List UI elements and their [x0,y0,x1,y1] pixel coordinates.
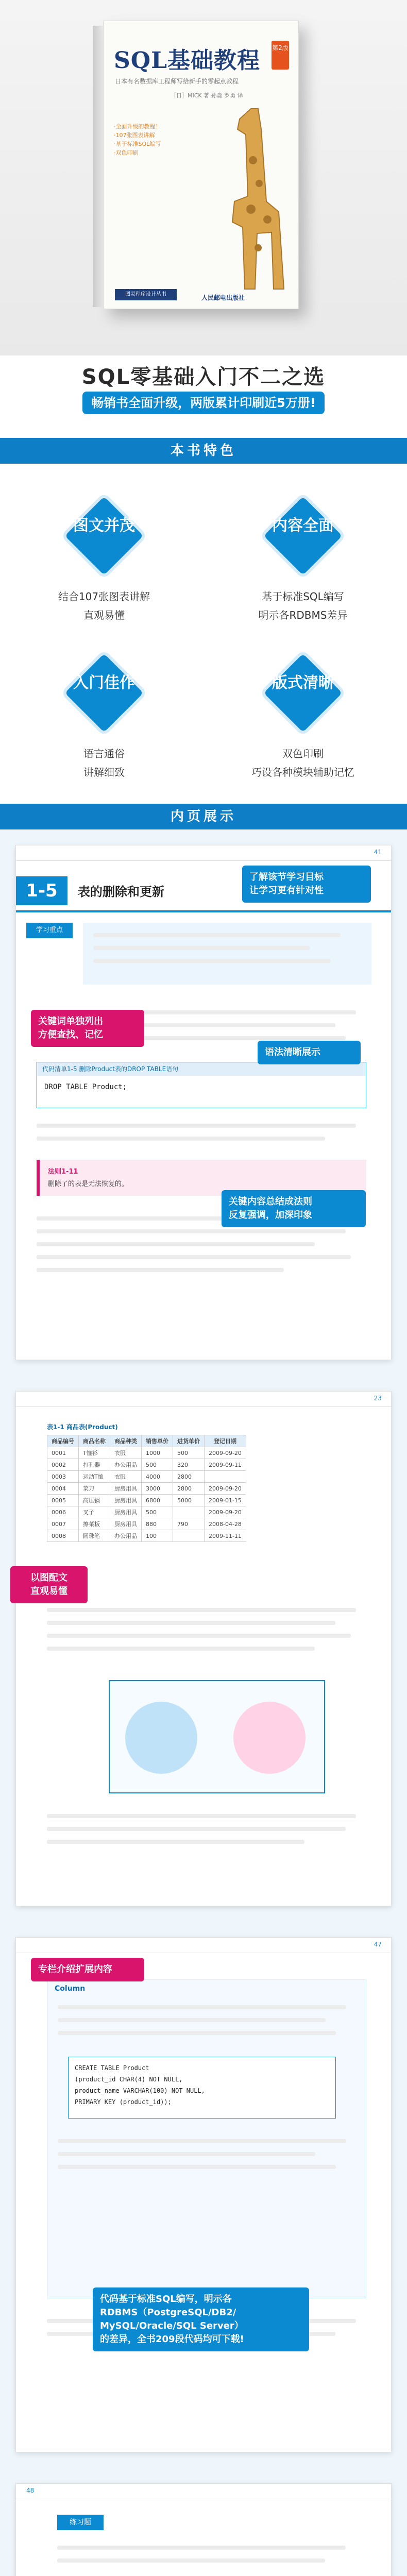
cover-bullet: ·107张图表讲解 [114,132,155,139]
callout-goal: 了解该节学习目标 让学习更有针对性 [242,866,371,903]
book-subtitle: 日本有名数据库工程师写给新手的零起点教程 [115,78,239,85]
feature-desc-line: 巧设各种模块辅助记忆 [251,766,354,778]
table-cell [205,1471,246,1483]
feature-badge-label: 入门佳作 [73,674,135,692]
page-header [16,1938,392,1953]
table-cell: 4000 [142,1471,173,1483]
product-table [47,1435,246,1542]
table-header-cell: 商品种类 [110,1435,142,1447]
table-cell: 790 [173,1518,205,1530]
table-cell: 叉子 [79,1506,110,1518]
feature-desc [27,744,181,782]
callout-rule: 关键内容总结成法则 反复强调，加深印象 [222,1190,366,1227]
diagram-circle [125,1702,197,1774]
table-row [47,1471,246,1483]
table-cell: 衣服 [110,1471,142,1483]
chapter-title: 表的删除和更新 [78,885,164,899]
table-row [47,1506,246,1518]
book-title: SQL基础教程 [114,47,261,74]
page-number: 48 [26,2487,35,2494]
section-features-header [0,438,407,464]
exercise-label: 练习题 [57,2515,104,2530]
headline: SQL零基础入门不二之选 [81,365,326,389]
book-cover [103,21,299,309]
table-cell: 5000 [173,1495,205,1506]
diagram-circle [233,1702,306,1774]
text-line [37,1229,346,1233]
text-line [58,2005,346,2009]
table-cell [173,1506,205,1518]
table-cell: 厨房用具 [110,1495,142,1506]
rule-title: 法则1-11 [48,1168,78,1176]
table-cell: 1000 [142,1447,173,1459]
text-line [47,1647,315,1651]
table-cell: 2009-09-20 [205,1506,246,1518]
cover-bullet: ·基于标准SQL编写 [114,141,161,147]
table-row [47,1530,246,1542]
text-line [47,1814,356,1818]
page-header [16,845,392,861]
section-title: 本书特色 [170,443,236,459]
page-header [16,1392,392,1407]
rule-text: 删除了的表是无法恢复的。 [48,1180,129,1188]
table-row [47,1495,246,1506]
table-cell: 2009-09-20 [205,1447,246,1459]
table-header-row [47,1435,246,1447]
sample-page-4 [15,2483,392,2576]
feature-desc-line: 明示各RDBMS差异 [258,609,348,621]
sample-page-1 [15,845,392,1360]
table-row [47,1459,246,1471]
chapter-rule [16,910,392,912]
column-box [47,1979,366,2298]
cover-bullet: ·双色印刷 [114,149,139,156]
feature-desc-line: 结合107张图表讲解 [58,590,150,603]
table-header-cell: 销售单价 [142,1435,173,1447]
table-cell: 厨房用具 [110,1506,142,1518]
text-line [58,2018,326,2022]
table-cell: 办公用品 [110,1459,142,1471]
text-line [93,946,310,950]
table-cell: 办公用品 [110,1530,142,1542]
cover-bullets [114,122,201,157]
table-cell: 圆珠笔 [79,1530,110,1542]
sample-page-2 [15,1391,392,1906]
table-cell: 0006 [47,1506,79,1518]
callout-column: 专栏介绍扩展内容 [31,1958,144,1981]
page-number: 41 [374,849,382,856]
page-header [16,2484,392,2499]
text-line [37,1268,284,1272]
text-line [37,1124,356,1128]
code-block [75,2062,205,2108]
feature-desc-line: 基于标准SQL编写 [262,590,344,603]
page-number: 23 [374,1395,382,1402]
column-heading: Column [55,1985,86,1993]
book-spine [93,26,104,307]
feature-desc [226,587,380,624]
table-cell: 880 [142,1518,173,1530]
table-cell: 打孔器 [79,1459,110,1471]
section-pages-header [0,804,407,829]
text-line [37,1242,315,1246]
table-cell: 厨房用具 [110,1483,142,1495]
callout-image: 以图配文 直观易懂 [10,1566,88,1603]
feature-badge-label: 内容全面 [272,517,334,535]
subline-banner [82,392,325,414]
table-cell: 0007 [47,1518,79,1530]
code-box-title: 代码清单1-5 删除Product表的DROP TABLE语句 [37,1062,366,1076]
callout-syntax: 语法清晰展示 [258,1041,361,1064]
table-cell: 500 [173,1447,205,1459]
table-cell: 2009-09-11 [205,1459,246,1471]
feature-badge [267,657,339,729]
table-row [47,1483,246,1495]
table-cell: T恤衫 [79,1447,110,1459]
study-box [83,923,371,985]
giraffe-illustration [201,98,294,294]
table-cell: 菜刀 [79,1483,110,1495]
table-cell [173,1530,205,1542]
code-line: PRIMARY KEY (product_id)); [75,2098,172,2106]
code-line: CREATE TABLE Product [75,2064,149,2072]
sample-page-3 [15,1937,392,2452]
feature-badge [68,657,140,729]
feature-desc-line: 讲解细致 [83,766,125,778]
feature-desc-line: 语言通俗 [83,748,125,760]
series-logo: 图灵程序设计丛书 [115,289,177,300]
table-row [47,1518,246,1530]
table-cell: 320 [173,1459,205,1471]
table-cell: 100 [142,1530,173,1542]
text-line [93,933,341,937]
publisher-name: 人民邮电出版社 [201,294,245,301]
text-line [93,959,330,963]
table-cell: 2009-01-15 [205,1495,246,1506]
table-cell: 2800 [173,1483,205,1495]
table-cell: 0001 [47,1447,79,1459]
book-author: ［日］MICK 著 孙淼 罗勇 译 [171,92,243,99]
table-cell: 6800 [142,1495,173,1506]
feature-desc-line: 双色印刷 [282,748,324,760]
code-line: (product_id CHAR(4) NOT NULL, [75,2076,183,2083]
text-line [58,2152,315,2156]
page-number: 47 [374,1941,382,1948]
table-header-cell: 商品名称 [79,1435,110,1447]
edition-badge: 第2版 [272,41,289,70]
table-header-cell: 进货单价 [173,1435,205,1447]
table-cell: 500 [142,1506,173,1518]
table-cell: 高压锅 [79,1495,110,1506]
code-line: product_name VARCHAR(100) NOT NULL, [75,2087,205,2094]
table-cell: 2008-04-28 [205,1518,246,1530]
table-cell: 运动T恤 [79,1471,110,1483]
text-line [37,1137,325,1141]
text-line [58,2031,336,2035]
text-line [57,2546,346,2550]
callout-keyword: 关键词单独列出 方便查找、记忆 [31,1010,144,1047]
table-header-cell: 商品编号 [47,1435,79,1447]
code-box [68,2057,336,2119]
subline-text: 畅销书全面升级，两版累计印刷近5万册! [91,396,316,410]
text-line [37,1255,351,1259]
text-line [47,1840,304,1844]
text-line [47,1827,346,1831]
table-row [47,1447,246,1459]
text-line [47,1621,335,1625]
chapter-number: 1-5 [16,876,67,905]
feature-badge-label: 图文并茂 [73,517,135,535]
feature-desc [226,744,380,782]
study-label: 学习重点 [26,923,73,938]
table-cell: 2009-09-20 [205,1483,246,1495]
table-cell: 0005 [47,1495,79,1506]
table-cell: 0002 [47,1459,79,1471]
table-cell: 擦菜板 [79,1518,110,1530]
code-box [37,1062,366,1108]
table-cell: 2800 [173,1471,205,1483]
table-cell: 衣服 [110,1447,142,1459]
feature-badge-label: 版式清晰 [272,674,334,692]
table-title: 表1-1 商品表(Product) [47,1423,118,1431]
table-cell: 2009-11-11 [205,1530,246,1542]
code-text: DROP TABLE Product; [44,1083,127,1091]
cover-banner [0,0,407,355]
table-cell: 3000 [142,1483,173,1495]
figure-diagram [109,1680,325,1793]
feature-badge [68,500,140,572]
text-line [47,1608,356,1612]
text-line [47,1634,351,1638]
section-title: 内页展示 [170,809,236,824]
table-header-cell: 登记日期 [205,1435,246,1447]
callout-code: 代码基于标准SQL编写，明示各 RDBMS（PostgreSQL/DB2/ MySQL/Oracle/SQL Server） 的差异，全书209段代码均可下载! [93,2287,309,2351]
text-line [57,2558,325,2563]
feature-desc [27,587,181,624]
feature-desc-line: 直观易懂 [83,609,125,621]
table-cell: 0003 [47,1471,79,1483]
text-line [58,2139,346,2143]
table-cell: 500 [142,1459,173,1471]
table-cell: 厨房用具 [110,1518,142,1530]
table-cell: 0008 [47,1530,79,1542]
cover-bullet: ·全面升级的教程！ [114,123,161,130]
feature-badge [267,500,339,572]
text-line [58,2165,336,2169]
table-cell: 0004 [47,1483,79,1495]
